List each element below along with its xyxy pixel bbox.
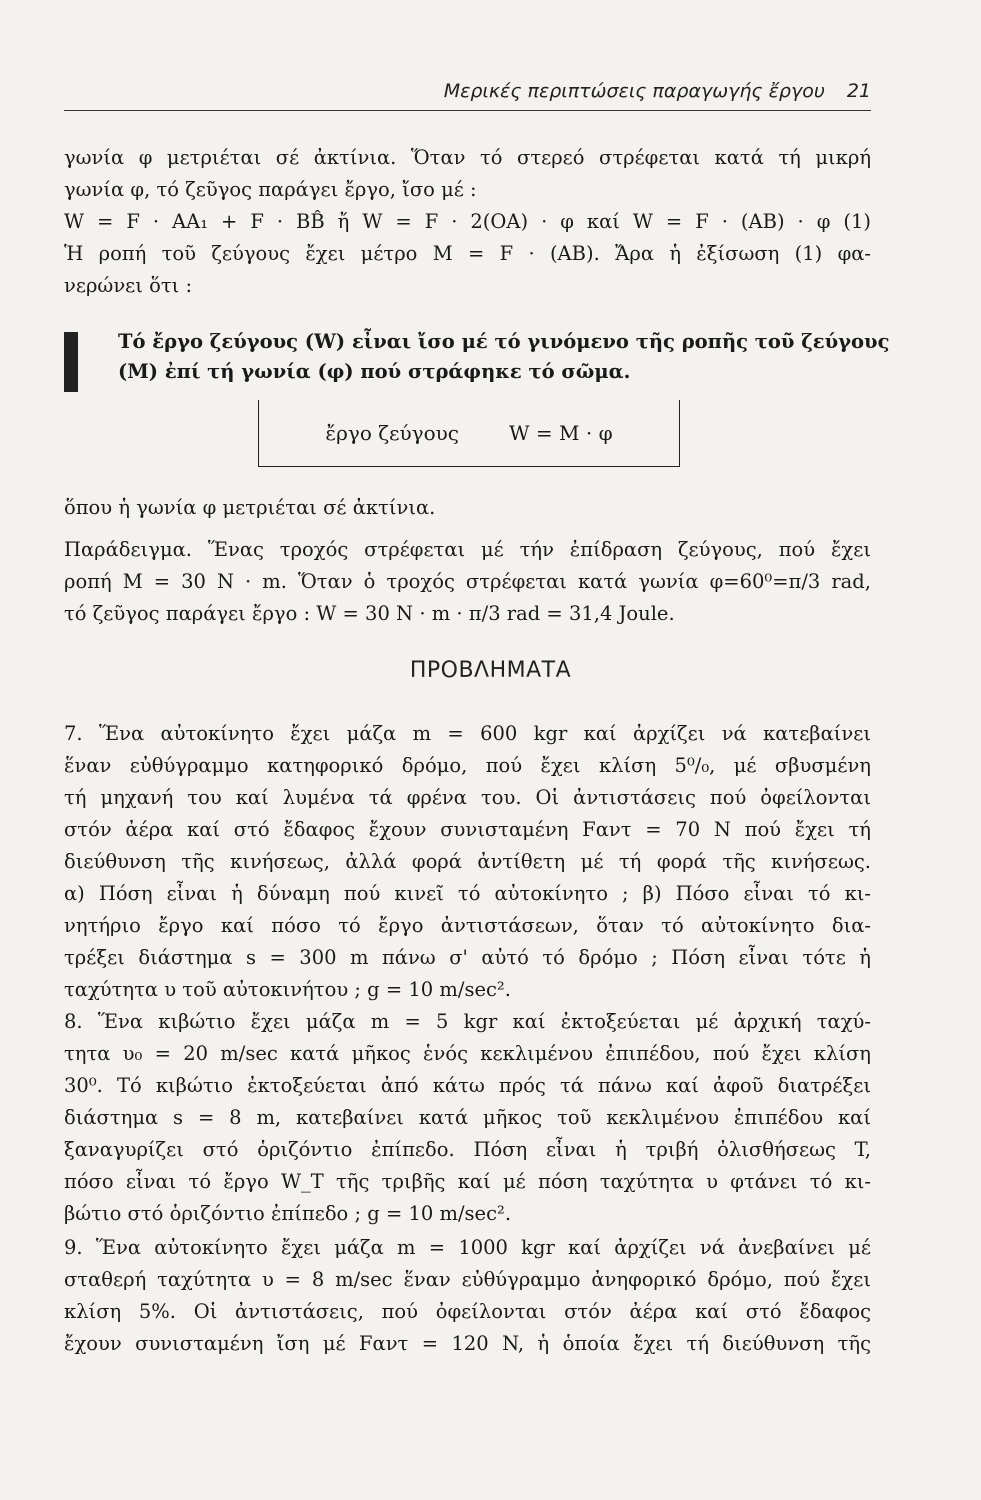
problem-line: νητήριο ἔργο καί πόσο τό ἔργο ἀντιστάσεων, ὅταν τό αὐτοκίνητο δια- bbox=[64, 914, 871, 937]
definition-line: (M) ἐπί τή γωνία (φ) πού στράφηκε τό σῶμα. bbox=[118, 360, 631, 383]
problem-line: βώτιο στό ὁριζόντιο ἐπίπεδο ; g = 10 m/sec². bbox=[64, 1202, 512, 1225]
intro-paragraph bbox=[64, 142, 871, 302]
problem-line: πόσο εἶναι τό ἔργο W_T τῆς τριβῆς καί μέ πόση ταχύτητα υ φτάνει τό κι- bbox=[64, 1170, 871, 1193]
problem-line: ἔχουν συνισταμένη ἴση μέ Fαντ = 120 N, ἡ ὁποία ἔχει τή διεύθυνση τῆς bbox=[64, 1332, 871, 1355]
problem-line: διάστημα s = 8 m, κατεβαίνει κατά μῆκος τοῦ κεκλιμένου ἐπιπέδου καί bbox=[64, 1106, 871, 1129]
header-title: Μερικές περιπτώσεις παραγωγής ἔργου bbox=[443, 80, 825, 102]
problem-line: 8. Ἕνα κιβώτιο ἔχει μάζα m = 5 kgr καί ἐκτοξεύεται μέ ἀρχική ταχύ- bbox=[64, 1010, 871, 1033]
text-line: νερώνει ὅτι : bbox=[64, 274, 193, 297]
example-line: τό ζεῦγος παράγει ἔργο : W = 30 N · m · π/3 rad = 31,4 Joule. bbox=[64, 602, 675, 625]
formula-note bbox=[64, 492, 871, 524]
definition-marker-bar bbox=[64, 332, 78, 392]
problem-line: σταθερή ταχύτητα υ = 8 m/sec ἕναν εὐθύγραμμο ἀνηφορικό δρόμο, πού ἔχει bbox=[64, 1268, 871, 1291]
problem-8 bbox=[64, 1006, 871, 1230]
equation-1: W = F · AA₁ + F · BB̂ ἤ W = F · 2(OA) · φ καί W = F · (AB) · φ (1) bbox=[64, 210, 871, 233]
text-line: Ἡ ροπή τοῦ ζεύγους ἔχει μέτρο M = F · (AB). Ἄρα ἡ ἐξίσωση (1) φα- bbox=[64, 242, 871, 265]
definition-statement bbox=[118, 327, 890, 387]
problem-9 bbox=[64, 1232, 871, 1360]
problem-line: στόν ἀέρα καί στό ἔδαφος ἔχουν συνισταμένη Fαντ = 70 N πού ἔχει τή bbox=[64, 818, 871, 841]
problem-line: τή μηχανή του καί λυμένα τά φρένα του. Οἱ ἀντιστάσεις πού ὀφείλονται bbox=[64, 786, 871, 809]
example-line: ροπή M = 30 N · m. Ὅταν ὁ τροχός στρέφεται κατά γωνία φ=60⁰=π/3 rad, bbox=[64, 570, 871, 593]
running-header bbox=[64, 80, 871, 102]
problem-line: τρέξει διάστημα s = 300 m πάνω σ' αὐτό τό δρόμο ; Πόση εἶναι τότε ἡ bbox=[64, 946, 871, 969]
problem-line: ταχύτητα υ τοῦ αὐτοκινήτου ; g = 10 m/sec². bbox=[64, 978, 511, 1001]
page-number: 21 bbox=[846, 80, 871, 102]
formula-label: ἔργο ζεύγους bbox=[325, 421, 459, 445]
problem-line: 30⁰. Τό κιβώτιο ἐκτοξεύεται ἀπό κάτω πρός τά πάνω καί ἀφοῦ διατρέξει bbox=[64, 1074, 871, 1097]
example-line: Παράδειγμα. Ἕνας τροχός στρέφεται μέ τήν ἐπίδραση ζεύγους, πού ἔχει bbox=[64, 538, 871, 561]
problem-line: διεύθυνση τῆς κινήσεως, ἀλλά φορά ἀντίθετη μέ τή φορά τῆς κινήσεως. bbox=[64, 850, 871, 873]
problem-line: ξαναγυρίζει στό ὁριζόντιο ἐπίπεδο. Πόση εἶναι ἡ τριβή ὀλισθήσεως T, bbox=[64, 1138, 871, 1161]
header-rule bbox=[64, 110, 871, 111]
example-paragraph bbox=[64, 534, 871, 630]
problem-line: 9. Ἕνα αὐτοκίνητο ἔχει μάζα m = 1000 kgr καί ἀρχίζει νά ἀνεβαίνει μέ bbox=[64, 1236, 871, 1259]
problem-line: κλίση 5%. Οἱ ἀντιστάσεις, πού ὀφείλονται στόν ἀέρα καί στό ἔδαφος bbox=[64, 1300, 871, 1323]
section-heading: ΠΡΟΒΛΗΜΑΤΑ bbox=[409, 658, 572, 683]
problem-line: α) Πόση εἶναι ἡ δύναμη πού κινεῖ τό αὐτοκίνητο ; β) Πόσο εἶναι τό κι- bbox=[64, 882, 871, 905]
definition-line: Τό ἔργο ζεύγους (W) εἶναι ἴσο μέ τό γινόμενο τῆς ροπῆς τοῦ ζεύγους bbox=[118, 330, 890, 353]
text-line: ὅπου ἡ γωνία φ μετριέται σέ ἀκτίνια. bbox=[64, 496, 436, 519]
formula-expression: W = M · φ bbox=[508, 421, 613, 445]
problem-line: 7. Ἕνα αὐτοκίνητο ἔχει μάζα m = 600 kgr καί ἀρχίζει νά κατεβαίνει bbox=[64, 722, 871, 745]
text-line: γωνία φ, τό ζεῦγος παράγει ἔργο, ἴσο μέ : bbox=[64, 178, 477, 201]
problem-7 bbox=[64, 718, 871, 1006]
problem-line: τητα υ₀ = 20 m/sec κατά μῆκος ἑνός κεκλιμένου ἐπιπέδου, πού ἔχει κλίση bbox=[64, 1042, 871, 1065]
formula-box bbox=[258, 400, 680, 467]
problem-line: ἕναν εὐθύγραμμο κατηφορικό δρόμο, πού ἔχει κλίση 5⁰/₀, μέ σβυσμένη bbox=[64, 754, 871, 777]
text-line: γωνία φ μετριέται σέ ἀκτίνια. Ὅταν τό στερεό στρέφεται κατά τή μικρή bbox=[64, 146, 871, 169]
